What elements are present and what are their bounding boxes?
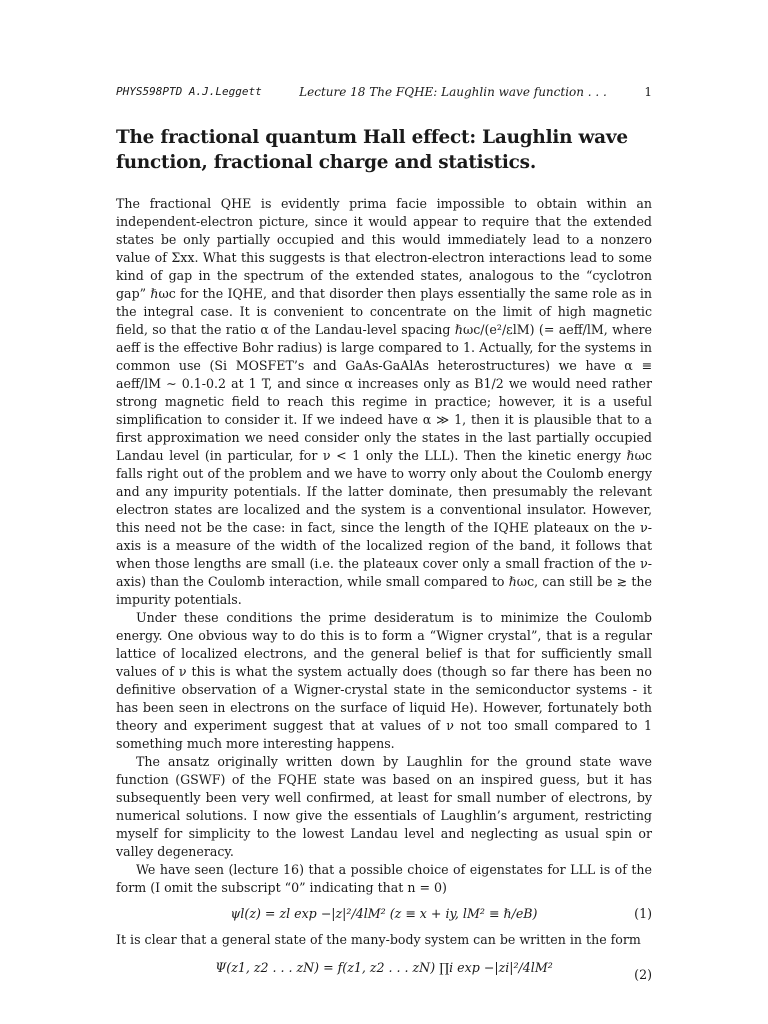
page-number: 1 [644,85,652,99]
paragraph-eigenstates: We have seen (lecture 16) that a possible choice of eigenstates for LLL is of the form (I omit the subscript “0” indicating that n = 0) [116,862,652,895]
equation-1-number: (1) [634,906,652,921]
header-lecture-title: Lecture 18 The FQHE: Laughlin wave function . . . [299,85,607,99]
equation-1-body: ψl(z) = zl exp −|z|²/4lM² (z ≡ x + iy, lM² ≡ ℏ/eB) [230,906,538,921]
header-author: PHYS598PTD A.J.Leggett [116,85,262,98]
running-header [116,84,652,104]
equation-2-body: Ψ(z1, z2 . . . zN) = f(z1, z2 . . . zN) ∏i exp −|zi|²/4lM² [215,960,553,975]
paper-title: The fractional quantum Hall effect: Laughlin wave function, fractional charge and statistics. [116,127,628,173]
equation-1 [116,905,652,923]
equation-2 [116,959,652,991]
paragraph-many-body: It is clear that a general state of the many-body system can be written in the form [116,932,641,947]
paragraph-wigner: Under these conditions the prime desideratum is to minimize the Coulomb energy. One obvious way to do this is to form a “Wigner crystal”, that is a regular lattice of localized electrons, and the general belief is that for sufficiently small values of ν this is what the system actually does (though so far there has been no definitive observation of a Wigner-crystal state in the semiconductor systems - it has been seen in electrons on the surface of liquid He). However, fortunately both theory and experiment suggest that at values of ν not too small compared to 1 something much more interesting happens. [116,610,652,751]
paragraph-ansatz: The ansatz originally written down by Laughlin for the ground state wave function (GSWF) of the FQHE state was based on an inspired guess, but it has subsequently been very well confirmed, at least for small number of electrons, by numerical solutions. I now give the essentials of Laughlin’s argument, restricting myself for simplicity to the lowest Landau level and neglecting as usual spin or valley degeneracy. [116,754,652,859]
paragraph-intro: The fractional QHE is evidently prima facie impossible to obtain within an independent-electron picture, since it would appear to require that the extended states be only partially occupied and this would immediately lead to a nonzero value of Σxx. What this suggests is that electron-electron interactions lead to some kind of gap in the spectrum of the extended states, analogous to the “cyclotron gap” ℏωc for the IQHE, and that disorder then plays essentially the same role as in the integral case. It is convenient to concentrate on the limit of high magnetic field, so that the ratio α of the Landau-level spacing ℏωc/(e²/εlM) (= aeff/lM, where aeff is the effective Bohr radius) is large compared to 1. Actually, for the systems in common use (Si MOSFET’s and GaAs-GaAlAs heterostructures) we have α ≡ aeff/lM ∼ 0.1-0.2 at 1 T, and since α increases only as B1/2 we would need rather strong magnetic field to reach this regime in practice; however, it is a useful simplification to consider it. If we indeed have α ≫ 1, then it is plausible that to a first approximation we need consider only the states in the last partially occupied Landau level (in particular, for ν < 1 only the LLL). Then the kinetic energy ℏωc falls right out of the problem and we have to worry only about the Coulomb energy and any impurity potentials. If the latter dominate, then presumably the relevant electron states are localized and the system is a conventional insulator. However, this need not be the case: in fact, since the length of the IQHE plateaux on the ν-axis is a measure of the width of the localized region of the band, it follows that when those lengths are small (i.e. the plateaux cover only a small fraction of the ν-axis) than the Coulomb interaction, while small compared to ℏωc, can still be ≳ the impurity potentials. [116,196,652,607]
equation-2-number: (2) [634,967,652,982]
